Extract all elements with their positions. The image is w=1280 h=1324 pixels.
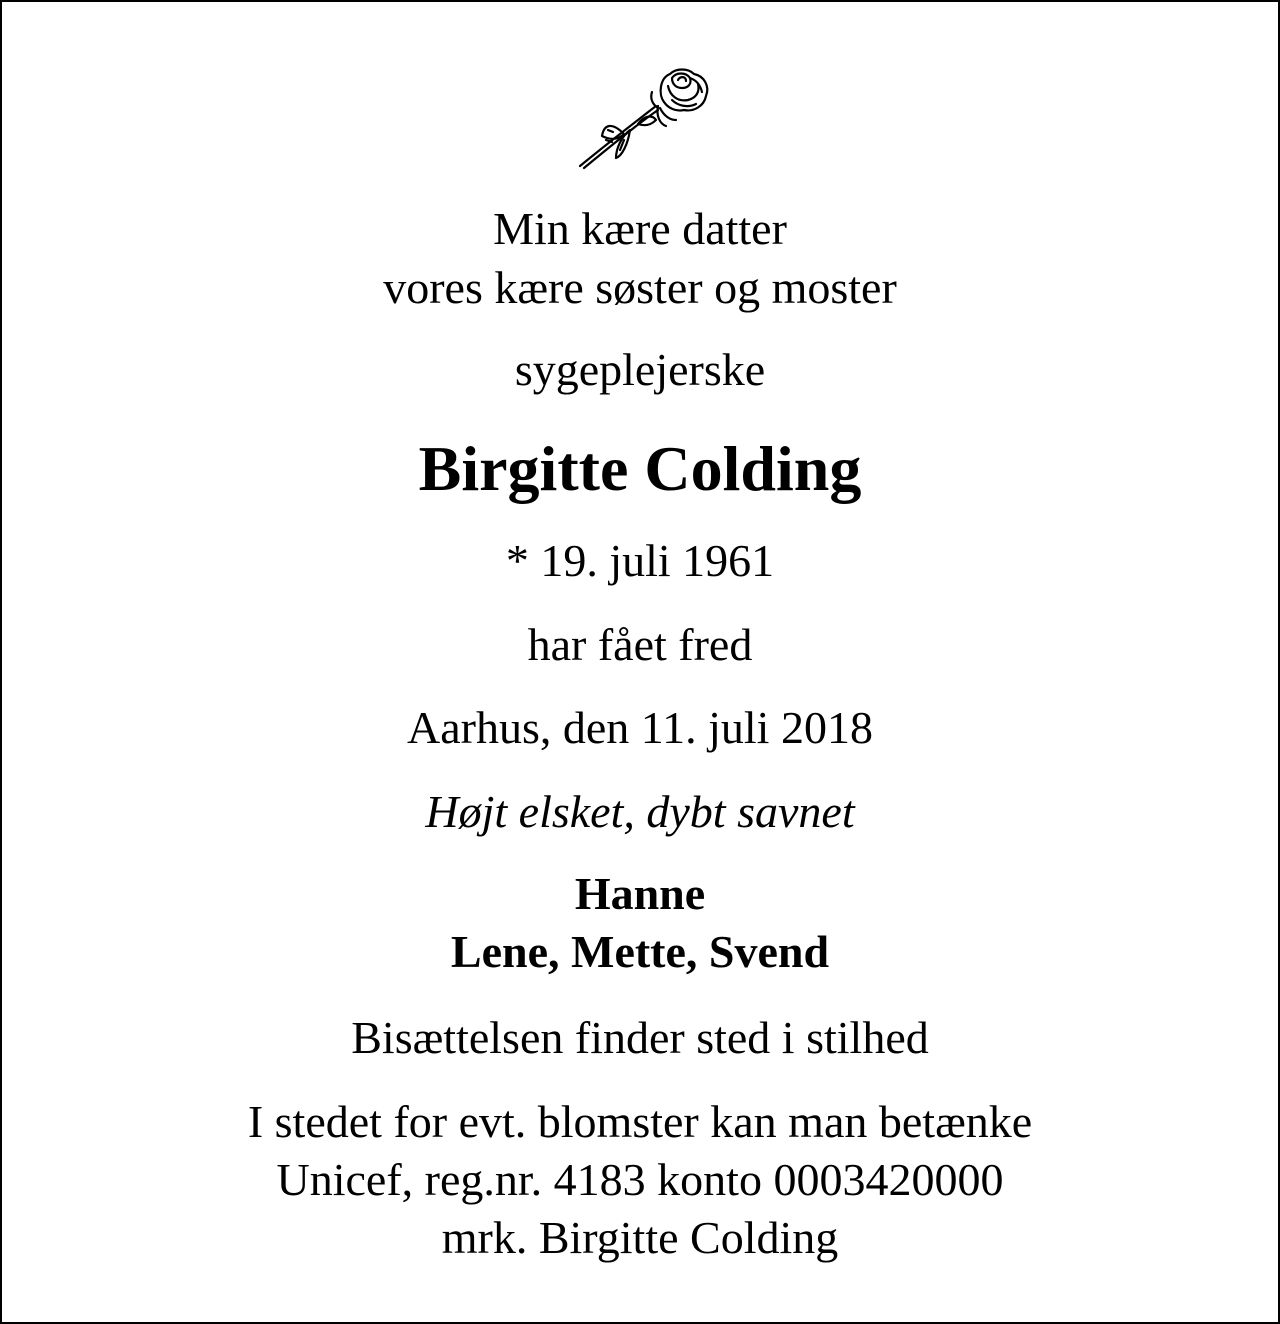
passed-away-text: har fået fred <box>527 619 753 670</box>
tribute: Højt elsket, dybt savnet <box>425 786 855 837</box>
profession: sygeplejerske <box>514 344 766 395</box>
intro-line-1: Min kære datter <box>493 203 787 254</box>
mourner-1: Hanne <box>574 868 706 919</box>
donation-line-2: Unicef, reg.nr. 4183 konto 0003420000 <box>276 1154 1004 1205</box>
place-and-date: Aarhus, den 11. juli 2018 <box>407 702 873 753</box>
rose-icon <box>572 64 714 172</box>
funeral-info: Bisættelsen finder sted i stilhed <box>351 1012 929 1063</box>
donation-line-3: mrk. Birgitte Colding <box>441 1212 839 1263</box>
donation-line-1: I stedet for evt. blomster kan man betænke <box>247 1096 1033 1147</box>
mourners-2: Lene, Mette, Svend <box>450 926 830 977</box>
deceased-name: Birgitte Colding <box>418 433 862 504</box>
intro-line-2: vores kære søster og moster <box>383 262 897 313</box>
birth-date: * 19. juli 1961 <box>505 535 775 586</box>
